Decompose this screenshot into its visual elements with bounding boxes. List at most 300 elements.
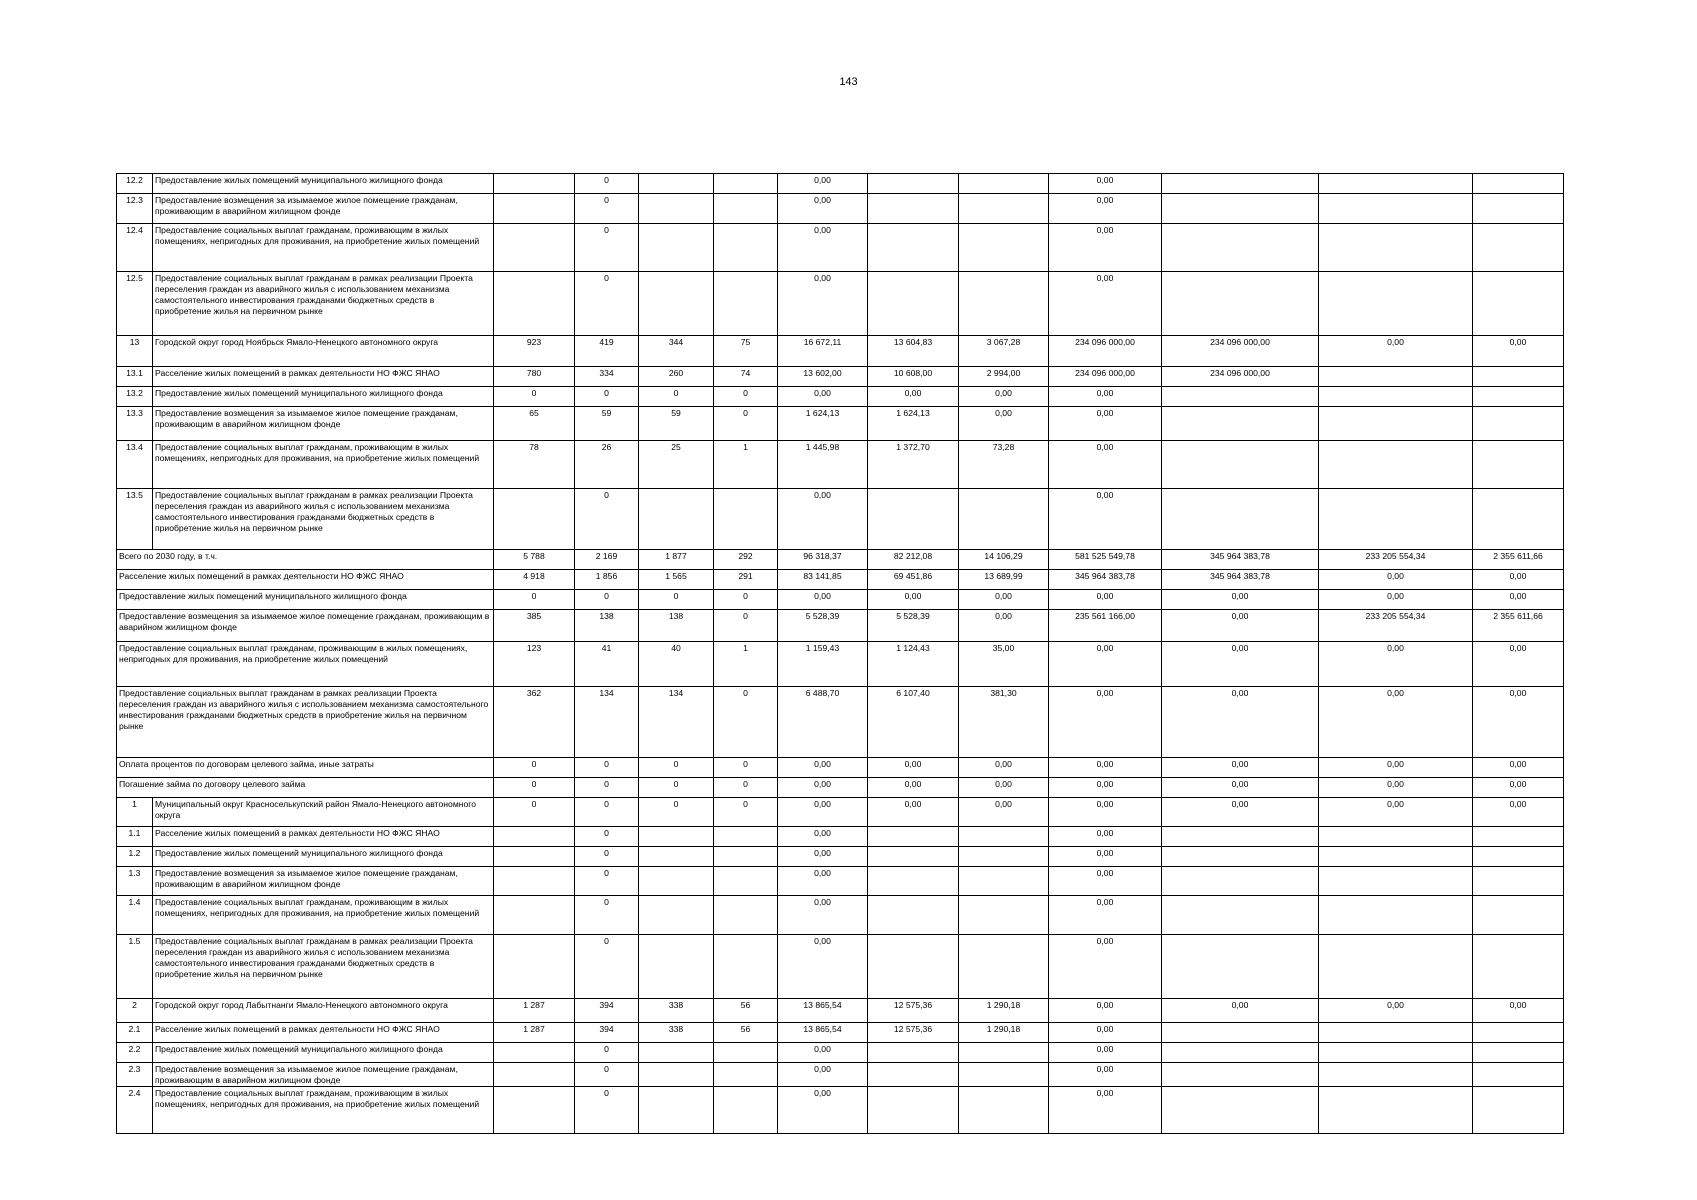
cell-col-9 bbox=[1162, 387, 1319, 407]
cell-col-6: 6 107,40 bbox=[868, 687, 959, 758]
cell-col-7 bbox=[959, 1063, 1049, 1087]
cell-col-11: 0,00 bbox=[1473, 999, 1564, 1023]
cell-col-4: 0 bbox=[714, 610, 778, 642]
cell-col-5: 5 528,39 bbox=[778, 610, 868, 642]
cell-col-7 bbox=[959, 827, 1049, 847]
row-index: 13.1 bbox=[117, 367, 153, 387]
cell-col-4: 292 bbox=[714, 550, 778, 570]
cell-col-1: 0 bbox=[494, 798, 575, 827]
cell-col-5: 0,00 bbox=[778, 896, 868, 935]
cell-col-9 bbox=[1162, 896, 1319, 935]
cell-col-5: 83 141,85 bbox=[778, 570, 868, 590]
cell-col-9 bbox=[1162, 935, 1319, 999]
cell-col-10: 0,00 bbox=[1319, 336, 1473, 367]
cell-col-4 bbox=[714, 194, 778, 224]
cell-col-3 bbox=[639, 174, 714, 194]
cell-col-7: 73,28 bbox=[959, 441, 1049, 489]
cell-col-11 bbox=[1473, 367, 1564, 387]
cell-col-1 bbox=[494, 194, 575, 224]
row-index: 1.4 bbox=[117, 896, 153, 935]
table-row bbox=[117, 847, 1564, 867]
cell-col-1 bbox=[494, 489, 575, 550]
cell-col-6: 13 604,83 bbox=[868, 336, 959, 367]
row-name: Муниципальный округ Красноселькупский район Ямало-Ненецкого автономного округа bbox=[153, 798, 494, 827]
cell-col-8: 0,00 bbox=[1049, 687, 1162, 758]
cell-col-3: 134 bbox=[639, 687, 714, 758]
cell-col-2: 0 bbox=[575, 224, 639, 272]
cell-col-8: 0,00 bbox=[1049, 778, 1162, 798]
cell-col-7 bbox=[959, 867, 1049, 896]
cell-col-5: 0,00 bbox=[778, 1087, 868, 1134]
cell-col-2: 394 bbox=[575, 999, 639, 1023]
cell-col-10 bbox=[1319, 387, 1473, 407]
cell-col-8: 0,00 bbox=[1049, 174, 1162, 194]
cell-col-10 bbox=[1319, 896, 1473, 935]
row-name: Предоставление социальных выплат гражданам в рамках реализации Проекта переселения граждан из аварийного жилья с использованием механизма самостоятельного инвестирования гражданами бюджетных средств в приобретение жилья на первичном рынке bbox=[117, 687, 494, 758]
cell-col-8: 0,00 bbox=[1049, 489, 1162, 550]
cell-col-2: 0 bbox=[575, 778, 639, 798]
cell-col-5: 16 672,11 bbox=[778, 336, 868, 367]
table-row bbox=[117, 999, 1564, 1023]
cell-col-2: 0 bbox=[575, 174, 639, 194]
cell-col-2: 41 bbox=[575, 642, 639, 687]
cell-col-1 bbox=[494, 174, 575, 194]
cell-col-2: 0 bbox=[575, 847, 639, 867]
table-row bbox=[117, 489, 1564, 550]
cell-col-6: 0,00 bbox=[868, 778, 959, 798]
cell-col-9 bbox=[1162, 407, 1319, 441]
cell-col-6 bbox=[868, 867, 959, 896]
cell-col-10 bbox=[1319, 367, 1473, 387]
row-index: 1.3 bbox=[117, 867, 153, 896]
cell-col-8: 0,00 bbox=[1049, 1023, 1162, 1043]
row-index: 12.3 bbox=[117, 194, 153, 224]
data-table bbox=[116, 173, 1564, 1134]
page-number: 143 bbox=[839, 76, 858, 88]
cell-col-4 bbox=[714, 867, 778, 896]
cell-col-2: 134 bbox=[575, 687, 639, 758]
cell-col-6 bbox=[868, 224, 959, 272]
cell-col-5: 13 865,54 bbox=[778, 1023, 868, 1043]
cell-col-9 bbox=[1162, 272, 1319, 336]
row-name: Предоставление социальных выплат гражданам в рамках реализации Проекта переселения граждан из аварийного жилья с использованием механизма самостоятельного инвестирования гражданами бюджетных средств в приобретение жилья на первичном рынке bbox=[153, 272, 494, 336]
cell-col-1 bbox=[494, 272, 575, 336]
cell-col-11: 0,00 bbox=[1473, 336, 1564, 367]
cell-col-11 bbox=[1473, 387, 1564, 407]
cell-col-7 bbox=[959, 174, 1049, 194]
cell-col-2: 0 bbox=[575, 827, 639, 847]
cell-col-11 bbox=[1473, 1023, 1564, 1043]
cell-col-11: 0,00 bbox=[1473, 758, 1564, 778]
cell-col-4 bbox=[714, 174, 778, 194]
cell-col-3: 0 bbox=[639, 778, 714, 798]
cell-col-11 bbox=[1473, 407, 1564, 441]
row-index: 1.5 bbox=[117, 935, 153, 999]
cell-col-6: 0,00 bbox=[868, 590, 959, 610]
cell-col-11: 0,00 bbox=[1473, 590, 1564, 610]
cell-col-5: 0,00 bbox=[778, 778, 868, 798]
cell-col-9: 0,00 bbox=[1162, 778, 1319, 798]
cell-col-11 bbox=[1473, 867, 1564, 896]
cell-col-4 bbox=[714, 1087, 778, 1134]
cell-col-5: 0,00 bbox=[778, 758, 868, 778]
cell-col-9 bbox=[1162, 489, 1319, 550]
row-index: 12.2 bbox=[117, 174, 153, 194]
cell-col-9: 0,00 bbox=[1162, 999, 1319, 1023]
cell-col-4 bbox=[714, 489, 778, 550]
cell-col-10: 0,00 bbox=[1319, 999, 1473, 1023]
cell-col-3: 0 bbox=[639, 387, 714, 407]
cell-col-6 bbox=[868, 272, 959, 336]
cell-col-4: 0 bbox=[714, 687, 778, 758]
row-index: 1.2 bbox=[117, 847, 153, 867]
cell-col-3: 40 bbox=[639, 642, 714, 687]
row-index: 13 bbox=[117, 336, 153, 367]
cell-col-7 bbox=[959, 194, 1049, 224]
table-row bbox=[117, 1043, 1564, 1063]
cell-col-5: 0,00 bbox=[778, 194, 868, 224]
cell-col-11 bbox=[1473, 1063, 1564, 1087]
cell-col-10 bbox=[1319, 441, 1473, 489]
row-name: Предоставление жилых помещений муниципального жилищного фонда bbox=[117, 590, 494, 610]
row-name: Расселение жилых помещений в рамках деятельности НО ФЖС ЯНАО bbox=[117, 570, 494, 590]
table-row bbox=[117, 896, 1564, 935]
cell-col-1: 78 bbox=[494, 441, 575, 489]
row-name: Предоставление социальных выплат гражданам, проживающим в жилых помещениях, непригодных для проживания, на приобретение жилых помещений bbox=[117, 642, 494, 687]
cell-col-2: 0 bbox=[575, 387, 639, 407]
cell-col-1: 123 bbox=[494, 642, 575, 687]
cell-col-9: 0,00 bbox=[1162, 798, 1319, 827]
cell-col-5: 1 159,43 bbox=[778, 642, 868, 687]
cell-col-11: 2 355 611,66 bbox=[1473, 610, 1564, 642]
cell-col-1 bbox=[494, 847, 575, 867]
row-name: Предоставление социальных выплат гражданам в рамках реализации Проекта переселения граждан из аварийного жилья с использованием механизма самостоятельного инвестирования гражданами бюджетных средств в приобретение жилья на первичном рынке bbox=[153, 935, 494, 999]
cell-col-9 bbox=[1162, 224, 1319, 272]
row-name: Предоставление социальных выплат гражданам, проживающим в жилых помещениях, непригодных для проживания, на приобретение жилых помещений bbox=[153, 224, 494, 272]
cell-col-4 bbox=[714, 1043, 778, 1063]
cell-col-1 bbox=[494, 1043, 575, 1063]
cell-col-10 bbox=[1319, 407, 1473, 441]
cell-col-8: 0,00 bbox=[1049, 999, 1162, 1023]
cell-col-7 bbox=[959, 489, 1049, 550]
cell-col-1: 4 918 bbox=[494, 570, 575, 590]
cell-col-10 bbox=[1319, 174, 1473, 194]
cell-col-4 bbox=[714, 935, 778, 999]
cell-col-4: 0 bbox=[714, 758, 778, 778]
cell-col-7: 14 106,29 bbox=[959, 550, 1049, 570]
row-name: Городской округ город Ноябрьск Ямало-Ненецкого автономного округа bbox=[153, 336, 494, 367]
cell-col-11 bbox=[1473, 272, 1564, 336]
cell-col-9: 0,00 bbox=[1162, 758, 1319, 778]
cell-col-9 bbox=[1162, 847, 1319, 867]
cell-col-9 bbox=[1162, 441, 1319, 489]
cell-col-1: 385 bbox=[494, 610, 575, 642]
cell-col-3 bbox=[639, 1087, 714, 1134]
cell-col-10 bbox=[1319, 827, 1473, 847]
cell-col-5: 0,00 bbox=[778, 847, 868, 867]
cell-col-6: 69 451,86 bbox=[868, 570, 959, 590]
cell-col-3 bbox=[639, 272, 714, 336]
cell-col-4: 56 bbox=[714, 999, 778, 1023]
cell-col-11 bbox=[1473, 827, 1564, 847]
cell-col-1 bbox=[494, 935, 575, 999]
cell-col-6 bbox=[868, 847, 959, 867]
cell-col-3 bbox=[639, 896, 714, 935]
cell-col-9 bbox=[1162, 194, 1319, 224]
cell-col-5: 0,00 bbox=[778, 1043, 868, 1063]
table-body bbox=[117, 174, 1564, 1134]
cell-col-5: 0,00 bbox=[778, 590, 868, 610]
row-name: Всего по 2030 году, в т.ч. bbox=[117, 550, 494, 570]
cell-col-4: 0 bbox=[714, 387, 778, 407]
cell-col-1: 5 788 bbox=[494, 550, 575, 570]
cell-col-3: 1 565 bbox=[639, 570, 714, 590]
cell-col-2: 26 bbox=[575, 441, 639, 489]
cell-col-5: 0,00 bbox=[778, 935, 868, 999]
table-row bbox=[117, 367, 1564, 387]
cell-col-10 bbox=[1319, 1087, 1473, 1134]
cell-col-8: 0,00 bbox=[1049, 847, 1162, 867]
cell-col-7: 3 067,28 bbox=[959, 336, 1049, 367]
cell-col-10: 233 205 554,34 bbox=[1319, 610, 1473, 642]
cell-col-5: 0,00 bbox=[778, 827, 868, 847]
cell-col-10: 233 205 554,34 bbox=[1319, 550, 1473, 570]
cell-col-5: 0,00 bbox=[778, 867, 868, 896]
cell-col-3: 0 bbox=[639, 758, 714, 778]
row-name: Предоставление возмещения за изымаемое жилое помещение гражданам, проживающим в аварийном жилищном фонде bbox=[153, 407, 494, 441]
cell-col-2: 138 bbox=[575, 610, 639, 642]
cell-col-3 bbox=[639, 1063, 714, 1087]
cell-col-8: 0,00 bbox=[1049, 1043, 1162, 1063]
cell-col-8: 234 096 000,00 bbox=[1049, 336, 1162, 367]
cell-col-7: 0,00 bbox=[959, 798, 1049, 827]
cell-col-2: 0 bbox=[575, 1043, 639, 1063]
cell-col-10 bbox=[1319, 847, 1473, 867]
cell-col-7: 0,00 bbox=[959, 407, 1049, 441]
cell-col-11 bbox=[1473, 489, 1564, 550]
row-name: Предоставление жилых помещений муниципального жилищного фонда bbox=[153, 387, 494, 407]
total-row bbox=[117, 778, 1564, 798]
table-row bbox=[117, 174, 1564, 194]
table-row bbox=[117, 935, 1564, 999]
cell-col-3: 1 877 bbox=[639, 550, 714, 570]
cell-col-7: 13 689,99 bbox=[959, 570, 1049, 590]
cell-col-1 bbox=[494, 224, 575, 272]
cell-col-1 bbox=[494, 867, 575, 896]
cell-col-1: 1 287 bbox=[494, 999, 575, 1023]
cell-col-4: 0 bbox=[714, 590, 778, 610]
cell-col-10: 0,00 bbox=[1319, 642, 1473, 687]
cell-col-6: 12 575,36 bbox=[868, 1023, 959, 1043]
cell-col-9 bbox=[1162, 1063, 1319, 1087]
cell-col-8: 235 561 166,00 bbox=[1049, 610, 1162, 642]
row-index: 13.2 bbox=[117, 387, 153, 407]
table-row bbox=[117, 387, 1564, 407]
cell-col-9: 0,00 bbox=[1162, 642, 1319, 687]
cell-col-4 bbox=[714, 896, 778, 935]
cell-col-5: 6 488,70 bbox=[778, 687, 868, 758]
total-row bbox=[117, 570, 1564, 590]
cell-col-8: 0,00 bbox=[1049, 1087, 1162, 1134]
row-name: Предоставление социальных выплат гражданам в рамках реализации Проекта переселения граждан из аварийного жилья с использованием механизма самостоятельного инвестирования гражданами бюджетных средств в приобретение жилья на первичном рынке bbox=[153, 489, 494, 550]
cell-col-10 bbox=[1319, 194, 1473, 224]
cell-col-6: 10 608,00 bbox=[868, 367, 959, 387]
total-row bbox=[117, 590, 1564, 610]
row-name: Предоставление возмещения за изымаемое жилое помещение гражданам, проживающим в аварийном жилищном фонде bbox=[153, 867, 494, 896]
cell-col-5: 0,00 bbox=[778, 272, 868, 336]
cell-col-10: 0,00 bbox=[1319, 798, 1473, 827]
row-index: 13.5 bbox=[117, 489, 153, 550]
cell-col-11: 0,00 bbox=[1473, 570, 1564, 590]
table-row bbox=[117, 1063, 1564, 1087]
row-name: Погашение займа по договору целевого займа bbox=[117, 778, 494, 798]
cell-col-6 bbox=[868, 1087, 959, 1134]
total-row bbox=[117, 758, 1564, 778]
cell-col-7: 0,00 bbox=[959, 610, 1049, 642]
cell-col-3 bbox=[639, 867, 714, 896]
row-index: 2.2 bbox=[117, 1043, 153, 1063]
cell-col-11 bbox=[1473, 174, 1564, 194]
cell-col-1 bbox=[494, 1063, 575, 1087]
cell-col-3: 59 bbox=[639, 407, 714, 441]
cell-col-10 bbox=[1319, 224, 1473, 272]
row-index: 2.1 bbox=[117, 1023, 153, 1043]
cell-col-1: 0 bbox=[494, 590, 575, 610]
cell-col-8: 0,00 bbox=[1049, 935, 1162, 999]
cell-col-3 bbox=[639, 1043, 714, 1063]
cell-col-5: 0,00 bbox=[778, 1063, 868, 1087]
cell-col-10: 0,00 bbox=[1319, 778, 1473, 798]
table-row bbox=[117, 798, 1564, 827]
cell-col-4: 0 bbox=[714, 798, 778, 827]
cell-col-5: 0,00 bbox=[778, 174, 868, 194]
table-row bbox=[117, 1023, 1564, 1043]
cell-col-1 bbox=[494, 1087, 575, 1134]
cell-col-1: 0 bbox=[494, 778, 575, 798]
cell-col-6 bbox=[868, 1043, 959, 1063]
cell-col-3 bbox=[639, 194, 714, 224]
cell-col-8: 0,00 bbox=[1049, 642, 1162, 687]
cell-col-3 bbox=[639, 847, 714, 867]
cell-col-6 bbox=[868, 194, 959, 224]
cell-col-10: 0,00 bbox=[1319, 570, 1473, 590]
cell-col-11 bbox=[1473, 935, 1564, 999]
row-index: 2 bbox=[117, 999, 153, 1023]
cell-col-1: 923 bbox=[494, 336, 575, 367]
cell-col-6: 0,00 bbox=[868, 758, 959, 778]
cell-col-11 bbox=[1473, 194, 1564, 224]
cell-col-4 bbox=[714, 1063, 778, 1087]
cell-col-10 bbox=[1319, 489, 1473, 550]
cell-col-5: 0,00 bbox=[778, 489, 868, 550]
cell-col-9 bbox=[1162, 867, 1319, 896]
cell-col-5: 0,00 bbox=[778, 798, 868, 827]
cell-col-9 bbox=[1162, 1087, 1319, 1134]
cell-col-3: 344 bbox=[639, 336, 714, 367]
cell-col-3 bbox=[639, 489, 714, 550]
cell-col-8: 0,00 bbox=[1049, 224, 1162, 272]
cell-col-8: 0,00 bbox=[1049, 798, 1162, 827]
cell-col-9 bbox=[1162, 1043, 1319, 1063]
cell-col-8: 0,00 bbox=[1049, 758, 1162, 778]
cell-col-7: 0,00 bbox=[959, 590, 1049, 610]
cell-col-11: 0,00 bbox=[1473, 778, 1564, 798]
total-row bbox=[117, 550, 1564, 570]
cell-col-1: 780 bbox=[494, 367, 575, 387]
cell-col-2: 0 bbox=[575, 867, 639, 896]
cell-col-11 bbox=[1473, 896, 1564, 935]
cell-col-11 bbox=[1473, 224, 1564, 272]
cell-col-4: 1 bbox=[714, 642, 778, 687]
cell-col-8: 0,00 bbox=[1049, 387, 1162, 407]
total-row bbox=[117, 687, 1564, 758]
cell-col-4: 0 bbox=[714, 407, 778, 441]
cell-col-3: 25 bbox=[639, 441, 714, 489]
cell-col-3 bbox=[639, 935, 714, 999]
cell-col-2: 0 bbox=[575, 798, 639, 827]
cell-col-1 bbox=[494, 827, 575, 847]
cell-col-8: 0,00 bbox=[1049, 194, 1162, 224]
cell-col-9: 345 964 383,78 bbox=[1162, 570, 1319, 590]
row-name: Расселение жилых помещений в рамках деятельности НО ФЖС ЯНАО bbox=[153, 1023, 494, 1043]
cell-col-6 bbox=[868, 174, 959, 194]
cell-col-9 bbox=[1162, 174, 1319, 194]
cell-col-2: 0 bbox=[575, 272, 639, 336]
cell-col-1: 1 287 bbox=[494, 1023, 575, 1043]
table-row bbox=[117, 224, 1564, 272]
cell-col-1: 362 bbox=[494, 687, 575, 758]
cell-col-3 bbox=[639, 827, 714, 847]
row-name: Предоставление жилых помещений муниципального жилищного фонда bbox=[153, 847, 494, 867]
cell-col-9: 345 964 383,78 bbox=[1162, 550, 1319, 570]
cell-col-1: 65 bbox=[494, 407, 575, 441]
table-row bbox=[117, 407, 1564, 441]
cell-col-7 bbox=[959, 272, 1049, 336]
cell-col-10 bbox=[1319, 272, 1473, 336]
cell-col-8: 234 096 000,00 bbox=[1049, 367, 1162, 387]
cell-col-10 bbox=[1319, 935, 1473, 999]
cell-col-2: 0 bbox=[575, 1087, 639, 1134]
cell-col-2: 2 169 bbox=[575, 550, 639, 570]
cell-col-4: 75 bbox=[714, 336, 778, 367]
cell-col-7 bbox=[959, 935, 1049, 999]
row-name: Предоставление возмещения за изымаемое жилое помещение гражданам, проживающим в аварийном жилищном фонде bbox=[153, 1063, 494, 1087]
cell-col-11: 0,00 bbox=[1473, 687, 1564, 758]
cell-col-4: 56 bbox=[714, 1023, 778, 1043]
cell-col-11 bbox=[1473, 1087, 1564, 1134]
cell-col-10 bbox=[1319, 1023, 1473, 1043]
cell-col-7: 1 290,18 bbox=[959, 1023, 1049, 1043]
cell-col-10: 0,00 bbox=[1319, 687, 1473, 758]
cell-col-2: 0 bbox=[575, 194, 639, 224]
cell-col-3: 260 bbox=[639, 367, 714, 387]
cell-col-2: 1 856 bbox=[575, 570, 639, 590]
cell-col-9 bbox=[1162, 1023, 1319, 1043]
cell-col-8: 0,00 bbox=[1049, 1063, 1162, 1087]
cell-col-2: 59 bbox=[575, 407, 639, 441]
table-row bbox=[117, 827, 1564, 847]
cell-col-7 bbox=[959, 1043, 1049, 1063]
cell-col-7: 1 290,18 bbox=[959, 999, 1049, 1023]
row-name: Расселение жилых помещений в рамках деятельности НО ФЖС ЯНАО bbox=[153, 827, 494, 847]
cell-col-9: 0,00 bbox=[1162, 590, 1319, 610]
cell-col-8: 0,00 bbox=[1049, 896, 1162, 935]
row-index: 13.4 bbox=[117, 441, 153, 489]
cell-col-4: 74 bbox=[714, 367, 778, 387]
cell-col-6: 0,00 bbox=[868, 798, 959, 827]
cell-col-10: 0,00 bbox=[1319, 590, 1473, 610]
cell-col-3: 338 bbox=[639, 1023, 714, 1043]
